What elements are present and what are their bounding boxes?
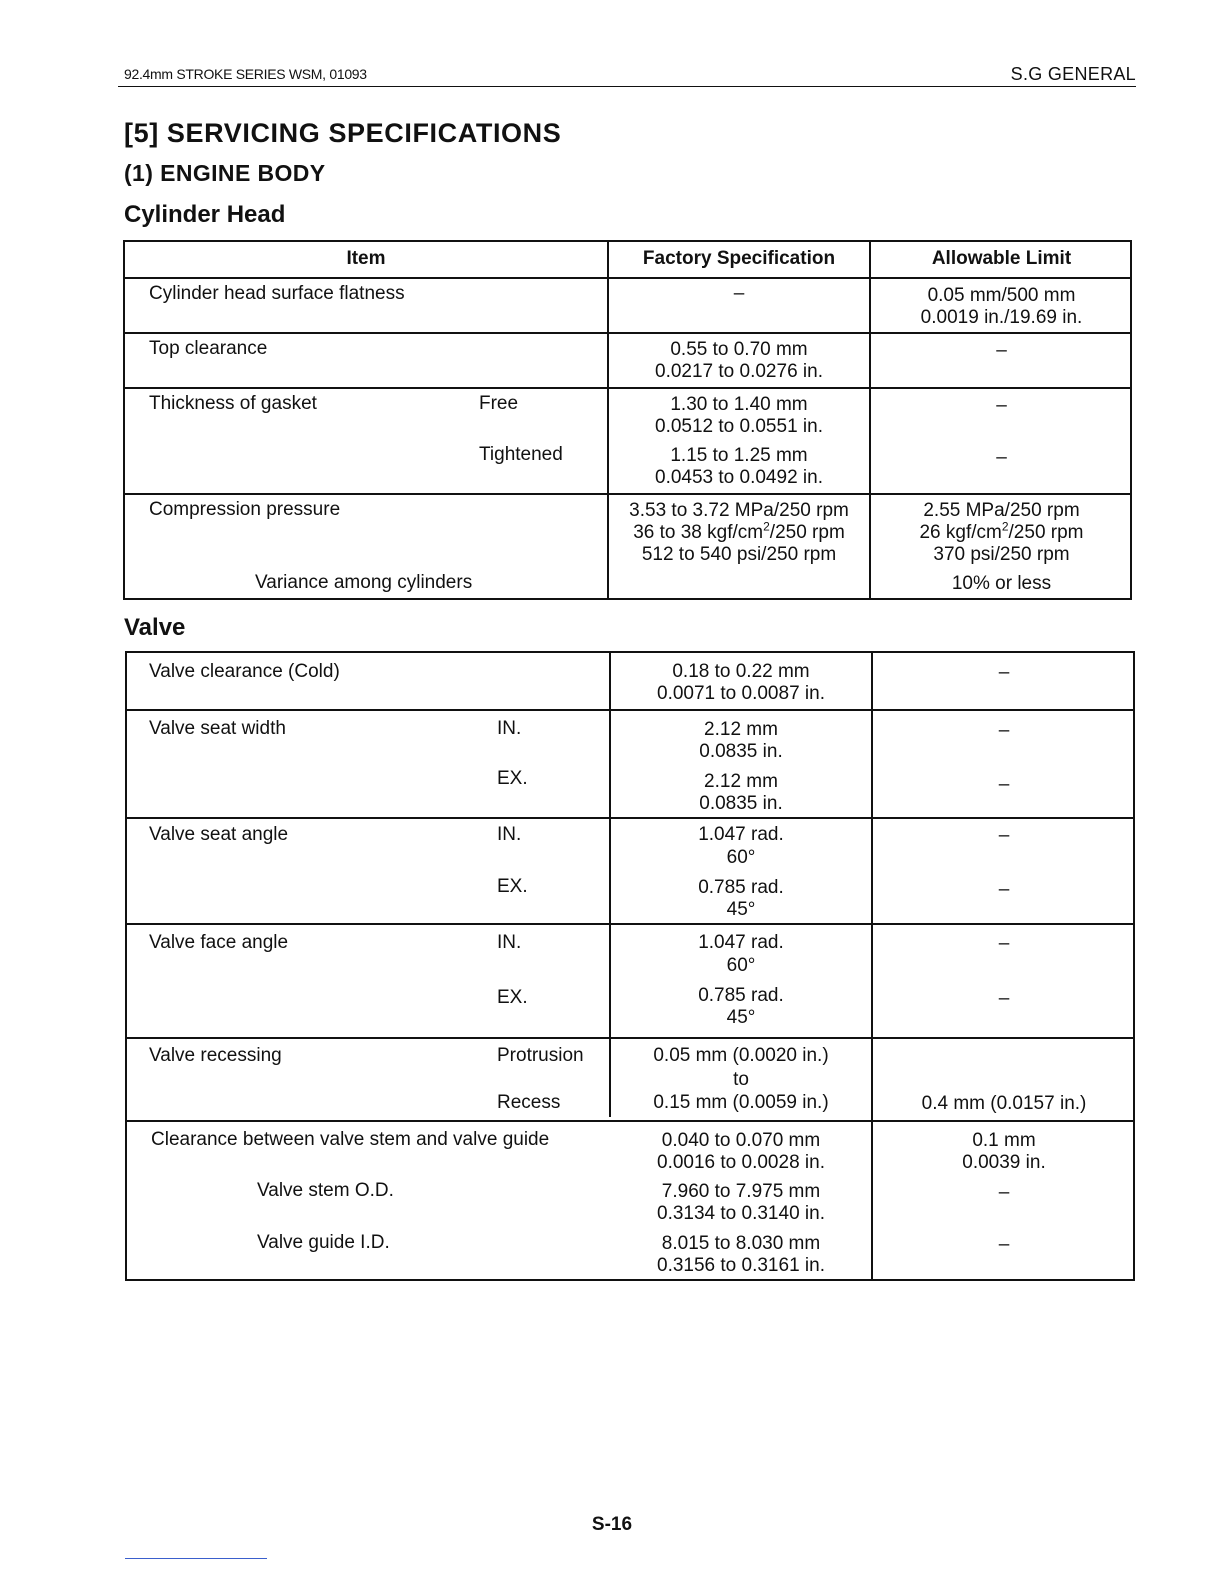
- seat-angle-ex-factory-deg: 45°: [726, 899, 756, 920]
- face-angle-item: Valve face angle: [149, 932, 289, 953]
- gasket-item: Thickness of gasket: [149, 393, 317, 414]
- cylinder-head-title: Cylinder Head: [124, 201, 286, 228]
- seat-angle-ex-factory-rad: 0.785 rad.: [698, 877, 784, 898]
- compression-limit-mpa: 2.55 MPa/250 rpm: [923, 500, 1080, 521]
- face-angle-ex-factory-rad: 0.785 rad.: [698, 985, 784, 1006]
- compression-item: Compression pressure: [149, 499, 341, 520]
- stem-guide-factory-in: 0.0016 to 0.0028 in.: [657, 1152, 825, 1173]
- guide-id-factory-mm: 8.015 to 8.030 mm: [661, 1233, 821, 1254]
- seat-width-ex-factory-in: 0.0835 in.: [699, 793, 783, 814]
- footer-rule: [125, 1558, 267, 1559]
- top-clearance-item: Top clearance: [149, 338, 268, 359]
- valve-clearance-factory-mm: 0.18 to 0.22 mm: [672, 661, 810, 682]
- face-angle-in-factory-deg: 60°: [726, 955, 756, 976]
- valve-table: [125, 651, 1135, 1281]
- top-clearance-limit: –: [996, 340, 1007, 361]
- valve-title: Valve: [124, 614, 186, 641]
- valve-clearance-limit: –: [998, 662, 1010, 683]
- seat-angle-in-limit: –: [998, 825, 1010, 846]
- seat-angle-in-factory-rad: 1.047 rad.: [698, 824, 784, 845]
- face-angle-ex-factory-deg: 45°: [726, 1007, 756, 1028]
- face-angle-in-label: IN.: [497, 932, 522, 953]
- flatness-item: Cylinder head surface flatness: [149, 283, 405, 304]
- header-factory-spec: Factory Specification: [642, 248, 836, 269]
- seat-angle-item: Valve seat angle: [149, 824, 289, 845]
- face-angle-in-factory-rad: 1.047 rad.: [698, 932, 784, 953]
- recessing-factory-max: 0.15 mm (0.0059 in.): [653, 1092, 829, 1113]
- seat-angle-ex-label: EX.: [497, 876, 528, 897]
- variance-limit: 10% or less: [951, 573, 1052, 594]
- seat-angle-in-factory-deg: 60°: [726, 847, 756, 868]
- top-clearance-factory-mm: 0.55 to 0.70 mm: [670, 339, 808, 360]
- seat-width-ex-limit: –: [998, 774, 1010, 795]
- gasket-tightened-factory-in: 0.0453 to 0.0492 in.: [655, 467, 823, 488]
- top-clearance-factory-in: 0.0217 to 0.0276 in.: [655, 361, 823, 382]
- stem-od-factory-in: 0.3134 to 0.3140 in.: [657, 1203, 825, 1224]
- header-allowable-limit: Allowable Limit: [931, 248, 1072, 269]
- seat-width-in-factory-in: 0.0835 in.: [699, 741, 783, 762]
- guide-id-factory-in: 0.3156 to 0.3161 in.: [657, 1255, 825, 1276]
- face-angle-ex-limit: –: [998, 988, 1010, 1009]
- seat-width-item: Valve seat width: [149, 718, 286, 739]
- gasket-free-limit: –: [996, 395, 1007, 416]
- stem-guide-limit-mm: 0.1 mm: [972, 1130, 1036, 1151]
- page-header: [118, 64, 1136, 87]
- gasket-free-factory-in: 0.0512 to 0.0551 in.: [655, 416, 823, 437]
- gasket-tightened-limit: –: [996, 447, 1007, 468]
- compression-limit-kgf: 26 kgf/$cm^2/250$ rpm: [919, 519, 1084, 543]
- stem-guide-factory-mm: 0.040 to 0.070 mm: [661, 1130, 821, 1151]
- section-title: [5] SERVICING SPECIFICATIONS: [124, 118, 562, 148]
- seat-width-in-factory-mm: 2.12 mm: [704, 719, 778, 740]
- recessing-item: Valve recessing: [149, 1045, 282, 1066]
- face-angle-in-limit: –: [998, 933, 1010, 954]
- header-series: 92.4mm STROKE SERIES WSM, 01093: [124, 66, 367, 82]
- valve-clearance-factory-in: 0.0071 to 0.0087 in.: [657, 683, 825, 704]
- subsection-title: (1) ENGINE BODY: [124, 160, 326, 186]
- gasket-free-factory-mm: 1.30 to 1.40 mm: [670, 394, 808, 415]
- stem-guide-item: Clearance between valve stem and valve guide: [151, 1129, 550, 1150]
- seat-angle-ex-limit: –: [998, 879, 1010, 900]
- gasket-free-label: Free: [479, 393, 519, 414]
- valve-clearance-item: Valve clearance (Cold): [149, 661, 340, 682]
- compression-limit-psi: 370 psi/250 rpm: [933, 544, 1070, 565]
- guide-id-limit: –: [998, 1234, 1010, 1255]
- header-section: S.G GENERAL: [1010, 64, 1136, 84]
- stem-od-limit: –: [998, 1182, 1010, 1203]
- gasket-tightened-factory-mm: 1.15 to 1.25 mm: [670, 445, 808, 466]
- cylinder-head-table: [123, 240, 1132, 600]
- flatness-limit-mm: 0.05 mm/500 mm: [927, 285, 1076, 306]
- compression-factory-mpa: 3.53 to 3.72 MPa/250 rpm: [629, 500, 849, 521]
- recessing-limit: 0.4 mm (0.0157 in.): [921, 1093, 1087, 1114]
- seat-width-in-limit: –: [998, 720, 1010, 741]
- gasket-tightened-label: Tightened: [479, 444, 563, 465]
- seat-angle-in-label: IN.: [497, 824, 522, 845]
- variance-item: Variance among cylinders: [255, 572, 473, 593]
- flatness-factory: –: [733, 283, 745, 304]
- stem-guide-limit-in: 0.0039 in.: [962, 1152, 1046, 1173]
- header-item: Item: [346, 248, 386, 269]
- recessing-recess-label: Recess: [497, 1092, 561, 1113]
- recessing-protrusion-label: Protrusion: [497, 1045, 584, 1066]
- compression-factory-kgf: 36 to 38 kgf/$cm^2/250$ rpm: [633, 519, 845, 543]
- recessing-factory-to: to: [733, 1069, 749, 1090]
- recessing-factory-min: 0.05 mm (0.0020 in.): [653, 1045, 829, 1066]
- stem-od-label: Valve stem O.D.: [257, 1180, 394, 1201]
- seat-width-ex-label: EX.: [497, 768, 528, 789]
- guide-id-label: Valve guide I.D.: [257, 1232, 390, 1253]
- seat-width-ex-factory-mm: 2.12 mm: [704, 771, 778, 792]
- flatness-limit-in: 0.0019 in./19.69 in.: [920, 307, 1083, 328]
- compression-factory-psi: 512 to 540 psi/250 rpm: [641, 544, 837, 565]
- stem-od-factory-mm: 7.960 to 7.975 mm: [661, 1181, 821, 1202]
- page-number: S-16: [591, 1514, 633, 1535]
- seat-width-in-label: IN.: [497, 718, 522, 739]
- face-angle-ex-label: EX.: [497, 987, 528, 1008]
